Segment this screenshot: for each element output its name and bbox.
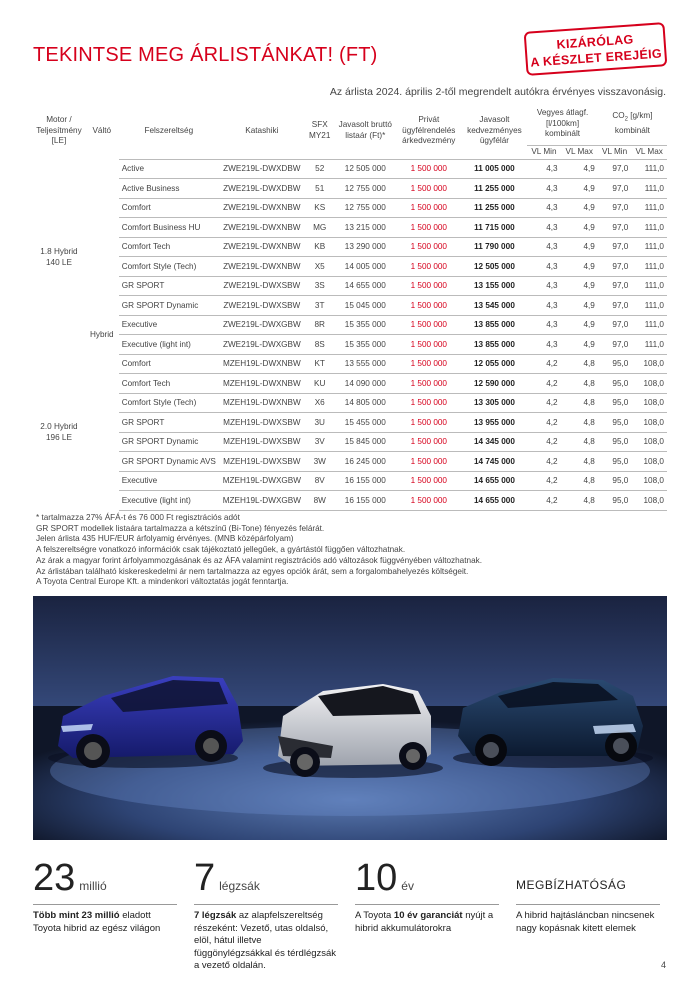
table-cell: Executive (119, 315, 219, 335)
table-cell: ZWE219L-DWXDBW (219, 179, 305, 199)
table-cell: ZWE219L-DWXGBW (219, 315, 305, 335)
table-cell: 13 855 000 (462, 335, 528, 355)
table-cell: ZWE219L-DWXNBW (219, 237, 305, 257)
table-cell: Active Business (119, 179, 219, 199)
table-row (33, 491, 667, 511)
table-cell: 1 500 000 (396, 237, 462, 257)
header-discounted-price: Javasolt kedvezményes ügyfélár (467, 115, 522, 145)
table-cell: 3T (305, 296, 335, 316)
table-cell: 4,3 (527, 179, 560, 199)
table-cell: 108,0 (631, 491, 667, 511)
table-cell: 4,3 (527, 335, 560, 355)
table-cell: 97,0 (598, 296, 631, 316)
table-cell: 97,0 (598, 276, 631, 296)
table-cell: KS (305, 198, 335, 218)
table-cell: 12 055 000 (462, 354, 528, 374)
table-row (33, 393, 667, 413)
table-cell: 13 545 000 (462, 296, 528, 316)
table-cell: 4,9 (561, 179, 598, 199)
table-cell: 97,0 (598, 335, 631, 355)
table-cell: Comfort Tech (119, 237, 219, 257)
table-row (33, 471, 667, 491)
footnotes (36, 513, 482, 588)
table-cell: Executive (light int) (119, 335, 219, 355)
table-cell: X5 (305, 257, 335, 277)
table-cell: X6 (305, 393, 335, 413)
table-cell: 1 500 000 (396, 276, 462, 296)
motor-name: 2.0 Hybrid (40, 422, 78, 431)
table-cell: 97,0 (598, 179, 631, 199)
table-cell: 95,0 (598, 354, 631, 374)
highlight-hybrids-sold (33, 858, 183, 968)
highlight-unit: millió (79, 879, 107, 893)
table-cell: 12 590 000 (462, 374, 528, 394)
table-row (33, 198, 667, 218)
table-cell: 4,9 (561, 159, 598, 179)
highlights (33, 857, 667, 971)
table-row (33, 315, 667, 335)
header-vl-max: VL Max (561, 145, 598, 159)
motor-power: 196 LE (45, 433, 72, 442)
table-cell: 97,0 (598, 159, 631, 179)
header-valto: Váltó (92, 125, 112, 135)
table-cell: 4,3 (527, 276, 560, 296)
motor-power: 140 LE (45, 257, 72, 267)
table-cell: 16 155 000 (335, 491, 396, 511)
table-cell: 1 500 000 (396, 491, 462, 511)
table-cell: 4,9 (561, 198, 598, 218)
table-cell: 4,2 (527, 491, 560, 511)
table-row (33, 354, 667, 374)
table-cell: 1 500 000 (396, 471, 462, 491)
table-cell: GR SPORT Dynamic (119, 432, 219, 452)
header-sfx: SFX MY21 (309, 120, 331, 140)
transmission-cell: Hybrid (89, 330, 114, 339)
motor-cell (33, 354, 85, 510)
table-cell: 52 (305, 159, 335, 179)
table-cell: GR SPORT (119, 413, 219, 433)
table-cell: 108,0 (631, 354, 667, 374)
table-cell: 111,0 (631, 179, 667, 199)
table-cell: 95,0 (598, 393, 631, 413)
table-cell: 4,2 (527, 432, 560, 452)
highlight-number: 7 (194, 857, 216, 899)
table-cell: 1 500 000 (396, 315, 462, 335)
table-cell: 4,9 (561, 315, 598, 335)
table-cell: 1 500 000 (396, 257, 462, 277)
divider (194, 904, 338, 905)
table-cell: 111,0 (631, 315, 667, 335)
footnote-line: Az árak a magyar forint árfolyammozgásának és az ÁFA valamint regisztrációs adó változások függvényében változhatnak. (36, 555, 482, 565)
table-cell: 108,0 (631, 393, 667, 413)
table-cell: KU (305, 374, 335, 394)
table-cell: 4,8 (561, 413, 598, 433)
table-cell: ZWE219L-DWXNBW (219, 257, 305, 277)
table-cell: 108,0 (631, 374, 667, 394)
table-cell: 12 505 000 (462, 257, 528, 277)
highlight-description: 7 légzsák az alapfelszereltség részeként: Vezető, utas oldalsó, elöl, hátul illetve függönylégzsákkal és térdlégzsák a vezető oldalán. (194, 910, 337, 971)
header-consumption: Vegyes átlagf. [l/100km] kombinált (536, 108, 589, 138)
table-cell: 15 455 000 (335, 413, 396, 433)
table-cell: 12 505 000 (335, 159, 396, 179)
table-cell: 4,9 (561, 276, 598, 296)
highlight-heading: MEGBÍZHATÓSÁG (516, 878, 627, 892)
table-cell: 13 555 000 (335, 354, 396, 374)
footnote-line: A felszereltségre vonatkozó információk csak tájékoztató jellegűek, a gyártástól függően változhatnak. (36, 545, 406, 555)
price-table (33, 103, 667, 511)
highlight-description: A Toyota 10 év garanciát nyújt a hibrid akkumulátorokra (355, 910, 494, 934)
header-vl-min-co2: VL Min (598, 145, 631, 159)
table-cell: 13 215 000 (335, 218, 396, 238)
table-cell: 13 955 000 (462, 413, 528, 433)
highlight-unit: légzsák (219, 879, 260, 893)
divider (355, 904, 499, 905)
table-cell: 11 255 000 (462, 179, 528, 199)
table-cell: 111,0 (631, 218, 667, 238)
table-cell: 95,0 (598, 413, 631, 433)
table-cell: 1 500 000 (396, 374, 462, 394)
table-cell: Comfort Tech (119, 374, 219, 394)
table-cell: MZEH19L-DWXNBW (219, 354, 305, 374)
table-cell: 111,0 (631, 276, 667, 296)
table-cell: ZWE219L-DWXSBW (219, 276, 305, 296)
table-cell: 97,0 (598, 218, 631, 238)
table-cell: 15 045 000 (335, 296, 396, 316)
table-cell: ZWE219L-DWXSBW (219, 296, 305, 316)
table-cell: Comfort Business HU (119, 218, 219, 238)
table-cell: 97,0 (598, 315, 631, 335)
table-cell: 4,8 (561, 471, 598, 491)
table-cell: 111,0 (631, 335, 667, 355)
table-row (33, 159, 667, 179)
cars-illustration (33, 596, 667, 840)
table-cell: 11 255 000 (462, 198, 528, 218)
table-cell: Comfort Style (Tech) (119, 393, 219, 413)
table-cell: 11 715 000 (462, 218, 528, 238)
table-cell: 4,3 (527, 296, 560, 316)
table-cell: 4,2 (527, 393, 560, 413)
table-cell: 8V (305, 471, 335, 491)
table-cell: 16 245 000 (335, 452, 396, 472)
table-row (33, 276, 667, 296)
table-cell: 14 090 000 (335, 374, 396, 394)
table-cell: 97,0 (598, 198, 631, 218)
header-vl-max-co2: VL Max (631, 145, 667, 159)
table-row (33, 413, 667, 433)
validity-note: Az árlista 2024. április 2-től megrendelt autókra érvényes visszavonásig. (329, 86, 666, 98)
table-cell: 4,3 (527, 315, 560, 335)
header-list-price: Javasolt bruttó listaár (Ft)* (338, 120, 392, 140)
table-cell: KB (305, 237, 335, 257)
table-cell: 4,8 (561, 432, 598, 452)
table-cell: 15 355 000 (335, 335, 396, 355)
table-cell: ZWE219L-DWXDBW (219, 159, 305, 179)
table-cell: 108,0 (631, 413, 667, 433)
table-row (33, 374, 667, 394)
table-cell: 14 805 000 (335, 393, 396, 413)
table-cell: Active (119, 159, 219, 179)
table-cell: 4,3 (527, 198, 560, 218)
stamp-line-1: KIZÁRÓLAG (556, 32, 634, 52)
table-cell: 4,8 (561, 393, 598, 413)
table-cell: 1 500 000 (396, 393, 462, 413)
table-cell: 1 500 000 (396, 432, 462, 452)
table-cell: MZEH19L-DWXSBW (219, 413, 305, 433)
table-row (33, 179, 667, 199)
table-cell: 1 500 000 (396, 159, 462, 179)
motor-cell (33, 159, 85, 354)
table-cell: 95,0 (598, 471, 631, 491)
highlight-number: 23 (33, 857, 76, 899)
table-cell: Executive (119, 471, 219, 491)
stock-only-stamp (524, 22, 668, 76)
table-cell: 4,8 (561, 491, 598, 511)
table-cell: 1 500 000 (396, 335, 462, 355)
table-cell: 12 755 000 (335, 179, 396, 199)
highlight-description: A hibrid hajtásláncban nincsenek nagy kopásnak kitett elemek (516, 910, 655, 934)
footnote-line: GR SPORT modellek listaára tartalmazza a kétszínű (Bi-Tone) fényezés felárát. (36, 523, 325, 533)
header-katashiki: Katashiki (245, 125, 279, 135)
table-cell: 51 (305, 179, 335, 199)
table-cell: 13 855 000 (462, 315, 528, 335)
table-cell: GR SPORT Dynamic (119, 296, 219, 316)
header-felszereltseg: Felszereltség (144, 125, 194, 135)
table-cell: ZWE219L-DWXNBW (219, 218, 305, 238)
table-cell: ZWE219L-DWXNBW (219, 198, 305, 218)
highlight-description: Több mint 23 millió eladott Toyota hibrid az egész világon (33, 910, 161, 934)
table-cell: 13 155 000 (462, 276, 528, 296)
table-cell: 4,9 (561, 218, 598, 238)
table-cell: Comfort (119, 354, 219, 374)
highlight-unit: év (401, 879, 414, 893)
table-cell: MZEH19L-DWXSBW (219, 432, 305, 452)
divider (516, 904, 660, 905)
table-cell: 4,2 (527, 471, 560, 491)
table-cell: 1 500 000 (396, 354, 462, 374)
cars-photo (33, 596, 667, 840)
table-cell: 8R (305, 315, 335, 335)
table-cell: Comfort Style (Tech) (119, 257, 219, 277)
table-cell: 16 155 000 (335, 471, 396, 491)
table-cell: GR SPORT (119, 276, 219, 296)
table-row (33, 218, 667, 238)
header-co2: $CO_2$ [g/km] kombinált (612, 111, 653, 135)
table-cell: 12 755 000 (335, 198, 396, 218)
table-cell: KT (305, 354, 335, 374)
table-cell: 4,8 (561, 452, 598, 472)
table-cell: 14 005 000 (335, 257, 396, 277)
table-cell: MZEH19L-DWXNBW (219, 374, 305, 394)
table-cell: 3W (305, 452, 335, 472)
divider (33, 904, 177, 905)
motor-name: 1.8 Hybrid (40, 246, 78, 256)
table-cell: 1 500 000 (396, 218, 462, 238)
table-cell: 8W (305, 491, 335, 511)
footnote-line: * tartalmazza 27% ÁFÁ-t és 76 000 Ft regisztrációs adót (36, 513, 240, 522)
table-cell: 111,0 (631, 237, 667, 257)
table-cell: 14 745 000 (462, 452, 528, 472)
table-cell: 97,0 (598, 257, 631, 277)
highlight-warranty (355, 858, 505, 968)
table-cell: 4,9 (561, 237, 598, 257)
table-cell: Comfort (119, 198, 219, 218)
table-cell: 4,2 (527, 452, 560, 472)
table-cell: 1 500 000 (396, 296, 462, 316)
table-cell: Executive (light int) (119, 491, 219, 511)
table-cell: 13 305 000 (462, 393, 528, 413)
table-cell: 111,0 (631, 296, 667, 316)
table-cell: 4,3 (527, 237, 560, 257)
table-cell: 8S (305, 335, 335, 355)
table-cell: 4,3 (527, 257, 560, 277)
table-cell: MZEH19L-DWXNBW (219, 393, 305, 413)
table-cell: 4,2 (527, 354, 560, 374)
table-cell: 14 655 000 (335, 276, 396, 296)
header-motor: Motor / Teljesítmény [LE] (36, 115, 82, 146)
table-cell: 4,8 (561, 354, 598, 374)
table-cell: MZEH19L-DWXSBW (219, 452, 305, 472)
highlight-number: 10 (355, 857, 398, 899)
table-cell: 15 355 000 (335, 315, 396, 335)
table-cell: 95,0 (598, 452, 631, 472)
table-cell: 1 500 000 (396, 179, 462, 199)
table-cell: 3U (305, 413, 335, 433)
table-cell: 97,0 (598, 237, 631, 257)
table-cell: 108,0 (631, 432, 667, 452)
table-row (33, 257, 667, 277)
table-cell: 108,0 (631, 471, 667, 491)
price-table-body (33, 159, 667, 510)
table-cell: 3V (305, 432, 335, 452)
table-cell: 1 500 000 (396, 452, 462, 472)
table-cell: 14 655 000 (462, 471, 528, 491)
table-cell: 111,0 (631, 159, 667, 179)
header-vl-min: VL Min (527, 145, 560, 159)
table-cell: MG (305, 218, 335, 238)
table-cell: 95,0 (598, 432, 631, 452)
table-cell: 4,2 (527, 374, 560, 394)
table-cell: 4,3 (527, 159, 560, 179)
table-cell: 4,2 (527, 413, 560, 433)
table-cell: 108,0 (631, 452, 667, 472)
table-cell: 11 005 000 (462, 159, 528, 179)
table-cell: 4,9 (561, 296, 598, 316)
table-cell: 4,9 (561, 335, 598, 355)
table-cell: 4,9 (561, 257, 598, 277)
table-row (33, 335, 667, 355)
table-cell: 13 290 000 (335, 237, 396, 257)
table-cell: 15 845 000 (335, 432, 396, 452)
page-title: TEKINTSE MEG ÁRLISTÁNKAT! (FT) (33, 44, 378, 66)
header-private-discount: Privát ügyfélrendelés árkedvezmény (402, 115, 456, 145)
footnote-line: A Toyota Central Europe Kft. a mindenkori változtatás jogát fenntartja. (36, 577, 289, 587)
table-row (33, 432, 667, 452)
table-cell: 95,0 (598, 491, 631, 511)
table-cell: 4,8 (561, 374, 598, 394)
table-cell: 14 345 000 (462, 432, 528, 452)
table-cell: 1 500 000 (396, 413, 462, 433)
table-cell: ZWE219L-DWXGBW (219, 335, 305, 355)
table-cell: 111,0 (631, 198, 667, 218)
table-row (33, 452, 667, 472)
table-cell: 11 790 000 (462, 237, 528, 257)
table-cell: 1 500 000 (396, 198, 462, 218)
footnote-line: Jelen árlista 435 HUF/EUR árfolyamig érvényes. (MNB középárfolyam) (36, 534, 294, 544)
footnote-line: Az árlistában található kiskereskedelmi ár nem tartalmazza az egyes opciók árát, sem a forgalombahelyezés költségeit. (36, 566, 469, 576)
table-row (33, 296, 667, 316)
highlight-reliability (516, 858, 667, 968)
table-cell: 4,3 (527, 218, 560, 238)
table-cell: MZEH19L-DWXGBW (219, 471, 305, 491)
table-cell: 3S (305, 276, 335, 296)
table-cell: MZEH19L-DWXGBW (219, 491, 305, 511)
table-cell: 14 655 000 (462, 491, 528, 511)
table-cell: 95,0 (598, 374, 631, 394)
table-row (33, 237, 667, 257)
stamp-line-2: A KÉSZLET EREJÉIG (529, 46, 663, 70)
highlight-airbags (194, 857, 344, 971)
table-cell: GR SPORT Dynamic AVS (119, 452, 219, 472)
page-number: 4 (660, 960, 666, 970)
table-cell: 111,0 (631, 257, 667, 277)
